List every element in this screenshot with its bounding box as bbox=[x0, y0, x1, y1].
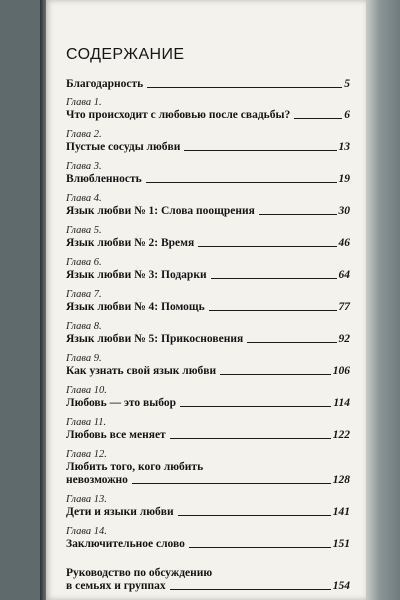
page-number: 5 bbox=[344, 78, 350, 90]
dot-leader bbox=[211, 278, 337, 279]
dot-leader bbox=[247, 342, 336, 343]
page-number: 141 bbox=[332, 506, 350, 518]
chapter-number: Глава 6. bbox=[66, 257, 102, 268]
toc-entry bbox=[66, 161, 350, 191]
toc-entry bbox=[66, 449, 350, 492]
toc-entry bbox=[66, 129, 350, 159]
table-of-contents bbox=[66, 78, 350, 598]
entry-title: Язык любви № 1: Слова поощрения bbox=[66, 205, 255, 217]
toc-entry bbox=[66, 78, 350, 95]
entry-title: Язык любви № 5: Прикосновения bbox=[66, 333, 244, 345]
entry-title-line: Руководство по обсуждению bbox=[66, 567, 213, 579]
entry-title: Язык любви № 2: Время bbox=[66, 237, 195, 249]
dot-leader bbox=[180, 406, 331, 407]
entry-title: Как узнать свой язык любви bbox=[66, 365, 217, 377]
page-number: 128 bbox=[332, 474, 350, 486]
dot-leader bbox=[198, 246, 336, 247]
page-number: 19 bbox=[338, 173, 350, 185]
page-number: 114 bbox=[333, 397, 350, 409]
page-number: 154 bbox=[332, 580, 350, 592]
entry-title: Влюбленность bbox=[66, 173, 142, 185]
chapter-number: Глава 12. bbox=[66, 449, 107, 460]
toc-entry bbox=[66, 193, 350, 223]
toc-entry bbox=[66, 353, 350, 383]
toc-entry bbox=[66, 321, 350, 351]
entry-title: Благодарность bbox=[66, 78, 144, 90]
chapter-number: Глава 4. bbox=[66, 193, 102, 204]
dot-leader bbox=[294, 118, 342, 119]
page-number: 122 bbox=[332, 429, 350, 441]
chapter-number: Глава 13. bbox=[66, 494, 107, 505]
entry-title: Любовь — это выбор bbox=[66, 397, 176, 409]
dot-leader bbox=[184, 150, 336, 151]
page-title: СОДЕРЖАНИЕ bbox=[66, 46, 185, 63]
entry-title: Заключительное слово bbox=[66, 538, 185, 550]
dot-leader bbox=[170, 589, 331, 590]
chapter-number: Глава 2. bbox=[66, 129, 102, 140]
toc-entry bbox=[66, 417, 350, 447]
entry-title: в семьях и группах bbox=[66, 580, 166, 592]
entry-title: Пустые сосуды любви bbox=[66, 141, 181, 153]
dot-leader bbox=[220, 374, 331, 375]
entry-title: Дети и языки любви bbox=[66, 506, 174, 518]
chapter-number: Глава 14. bbox=[66, 526, 107, 537]
dot-leader bbox=[259, 214, 337, 215]
dot-leader bbox=[209, 310, 337, 311]
toc-entry bbox=[66, 289, 350, 319]
toc-entry bbox=[66, 225, 350, 255]
page-number: 13 bbox=[338, 141, 350, 153]
chapter-number: Глава 3. bbox=[66, 161, 102, 172]
toc-entry bbox=[66, 97, 350, 127]
chapter-number: Глава 7. bbox=[66, 289, 102, 300]
chapter-number: Глава 9. bbox=[66, 353, 102, 364]
toc-entry bbox=[66, 385, 350, 415]
chapter-number: Глава 8. bbox=[66, 321, 102, 332]
dot-leader bbox=[132, 483, 331, 484]
dot-leader bbox=[146, 182, 337, 183]
page-number: 92 bbox=[338, 333, 350, 345]
entry-title-line: Любить того, кого любить bbox=[66, 461, 204, 473]
toc-entry bbox=[66, 556, 350, 598]
dot-leader bbox=[170, 438, 331, 439]
entry-title: Что происходит с любовью после свадьбы? bbox=[66, 109, 291, 121]
chapter-number: Глава 10. bbox=[66, 385, 107, 396]
page-number: 64 bbox=[338, 269, 350, 281]
chapter-number: Глава 1. bbox=[66, 97, 102, 108]
chapter-number: Глава 5. bbox=[66, 225, 102, 236]
book-page-edge bbox=[366, 0, 400, 600]
entry-title: Язык любви № 3: Подарки bbox=[66, 269, 207, 281]
entry-title: Любовь все меняет bbox=[66, 429, 166, 441]
dot-leader bbox=[147, 87, 342, 88]
page-number: 6 bbox=[344, 109, 350, 121]
page-number: 106 bbox=[332, 365, 350, 377]
toc-entry bbox=[66, 494, 350, 524]
page-number: 30 bbox=[338, 205, 350, 217]
page-number: 46 bbox=[338, 237, 350, 249]
chapter-number: Глава 11. bbox=[66, 417, 107, 428]
entry-title: невозможно bbox=[66, 474, 128, 486]
page-number: 151 bbox=[332, 538, 350, 550]
toc-entry bbox=[66, 257, 350, 287]
dot-leader bbox=[178, 515, 331, 516]
book-page bbox=[46, 0, 366, 600]
page-number: 77 bbox=[338, 301, 350, 313]
toc-entry bbox=[66, 526, 350, 556]
dot-leader bbox=[189, 547, 331, 548]
entry-title: Язык любви № 4: Помощь bbox=[66, 301, 205, 313]
